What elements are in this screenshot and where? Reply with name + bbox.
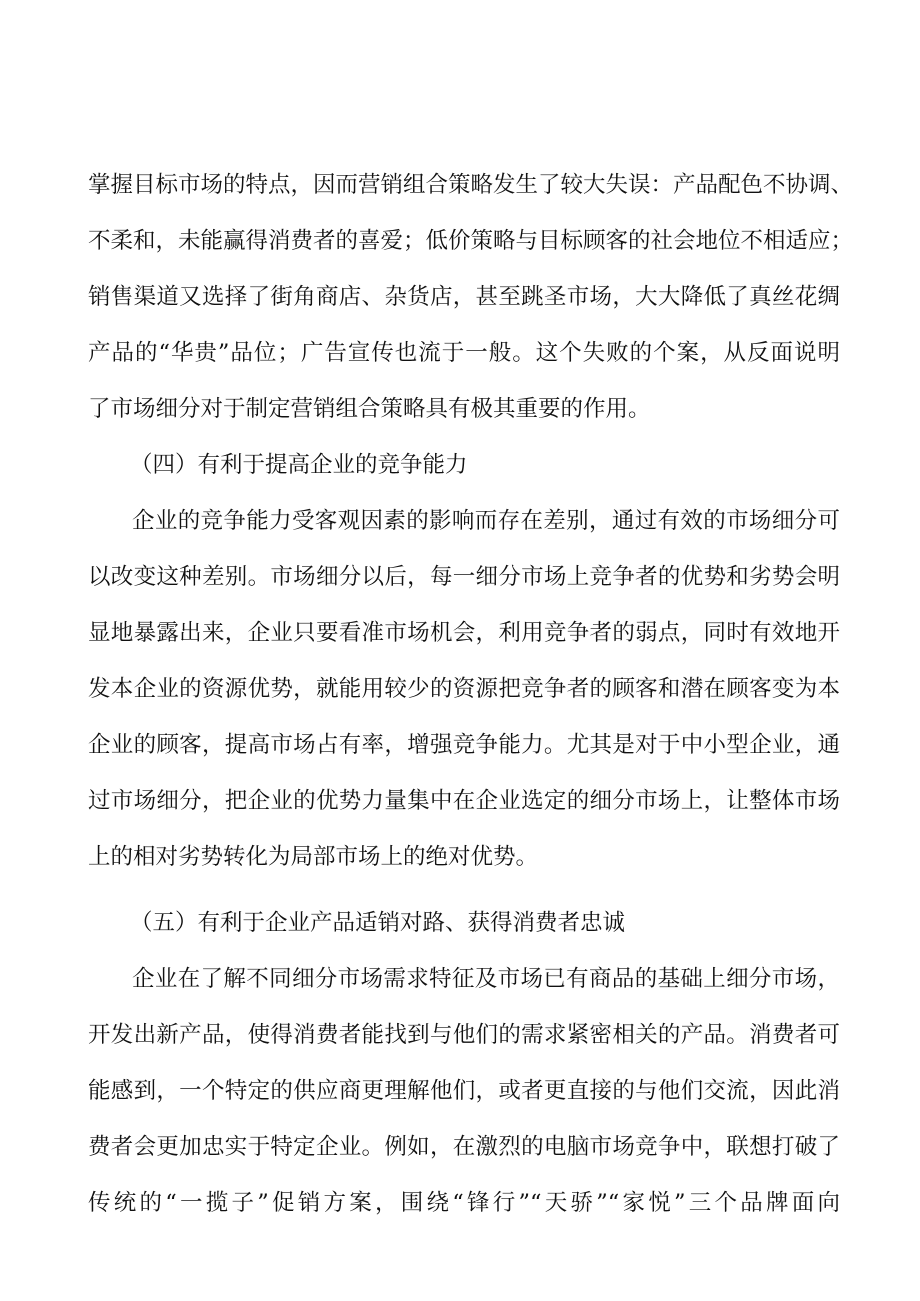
text-line: 能感到，一个特定的供应商更理解他们，或者更直接的与他们交流，因此消 [88, 1078, 840, 1104]
text-line: 不柔和，未能赢得消费者的喜爱；低价策略与目标顾客的社会地位不相适应； [88, 228, 854, 254]
text-line: 发本企业的资源优势，就能用较少的资源把竞争者的顾客和潜在顾客变为本 [88, 676, 840, 702]
section-heading-5: （五）有利于企业产品适销对路、获得消费者忠诚 [130, 910, 626, 936]
text-line: 费者会更加忠实于特定企业。例如，在激烈的电脑市场竞争中，联想打破了 [88, 1134, 840, 1160]
text-line: 企业在了解不同细分市场需求特征及市场已有商品的基础上细分市场， [132, 966, 840, 992]
text-line: 了市场细分对于制定营销组合策略具有极其重要的作用。 [88, 396, 651, 422]
text-line: 以改变这种差别。市场细分以后，每一细分市场上竞争者的优势和劣势会明 [88, 564, 840, 590]
text-line: 产品的“华贵”品位；广告宣传也流于一般。这个失败的个案，从反面说明 [88, 340, 840, 366]
text-line: 掌握目标市场的特点，因而营销组合策略发生了较大失误：产品配色不协调、 [88, 172, 854, 198]
text-line: 销售渠道又选择了街角商店、杂货店，甚至跳圣市场，大大降低了真丝花绸 [88, 284, 840, 310]
text-line: 开发出新产品，使得消费者能找到与他们的需求紧密相关的产品。消费者可 [88, 1022, 840, 1048]
text-line: 上的相对劣势转化为局部市场上的绝对优势。 [88, 844, 539, 870]
text-line: 显地暴露出来，企业只要看准市场机会，利用竞争者的弱点，同时有效地开 [88, 620, 840, 646]
text-line: 传统的“一揽子”促销方案，围绕“锋行”“天骄”“家悦”三个品牌面向 [88, 1190, 840, 1216]
text-line: 过市场细分，把企业的优势力量集中在企业选定的细分市场上，让整体市场 [88, 788, 840, 814]
section-heading-4: （四）有利于提高企业的竞争能力 [130, 452, 468, 478]
text-line: 企业的顾客，提高市场占有率，增强竞争能力。尤其是对于中小型企业，通 [88, 732, 840, 758]
text-line: 企业的竞争能力受客观因素的影响而存在差别，通过有效的市场细分可 [132, 508, 840, 534]
